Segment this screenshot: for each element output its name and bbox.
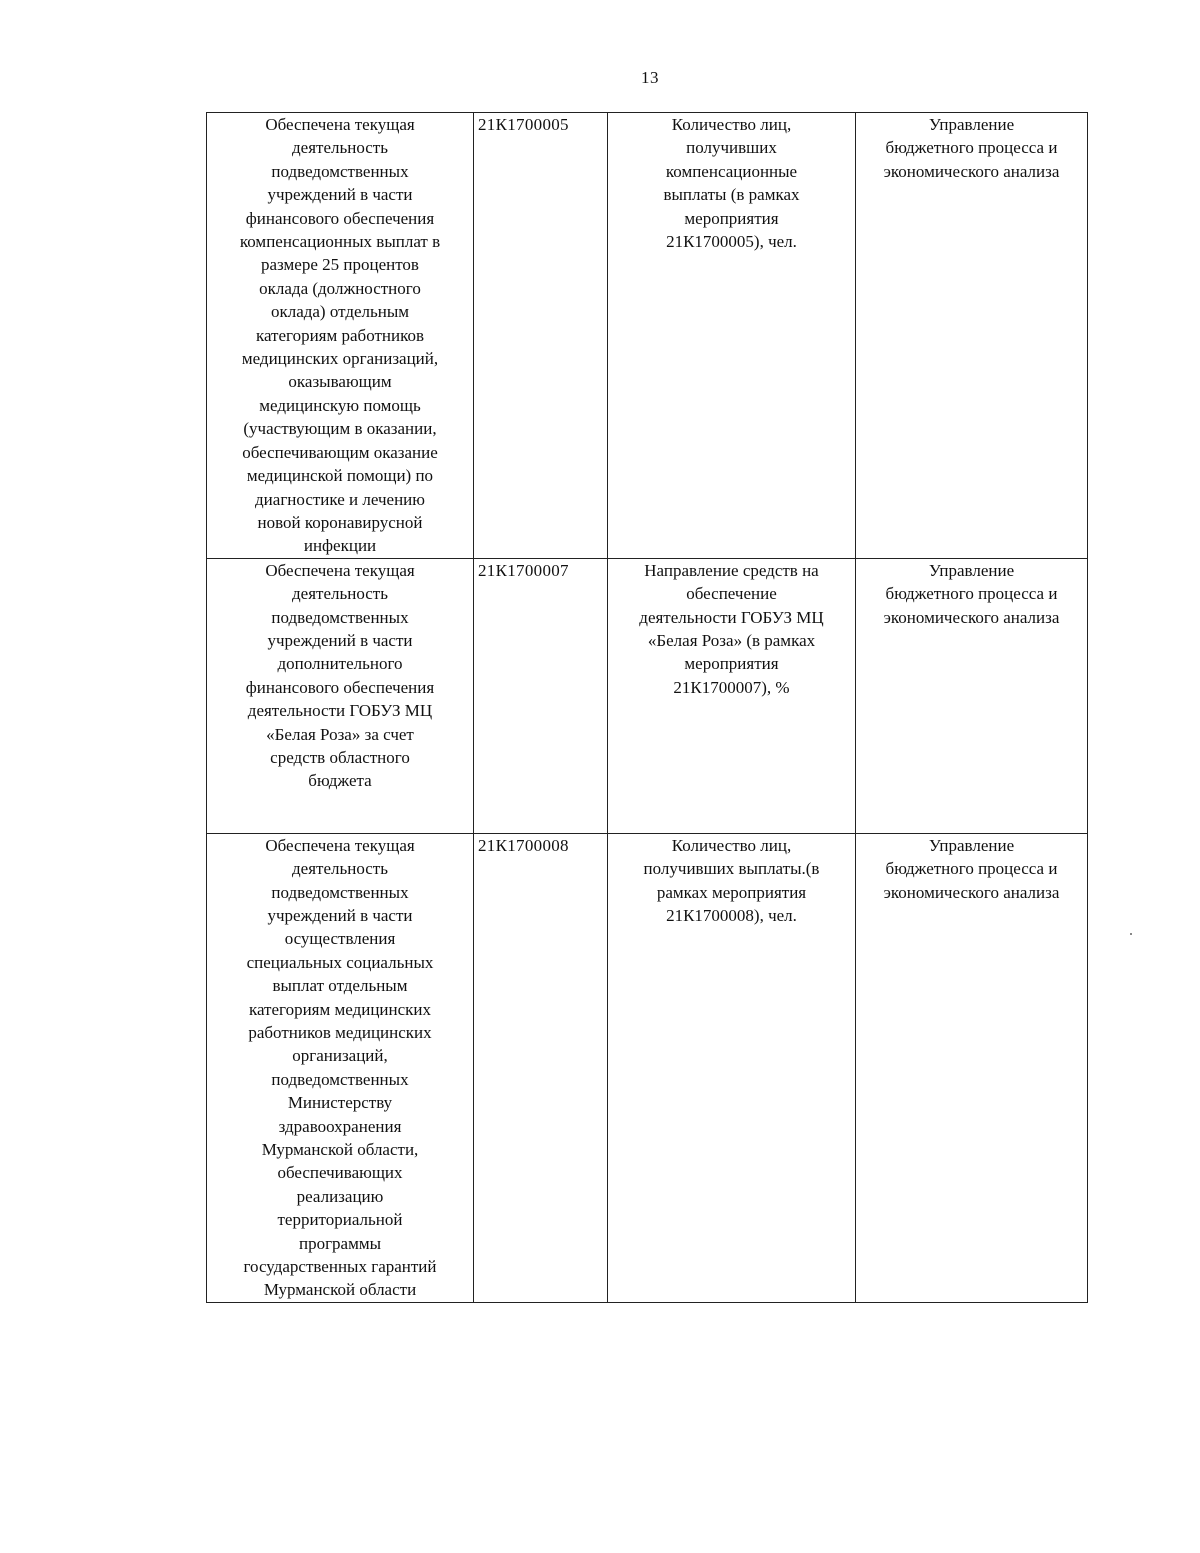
result-text: Обеспечена текущая деятельность подведомственных учреждений в части финансового обеспечения компенсационных выплат в размере 25 процентов оклада (должностного оклада) отдельным категориям работников медицинских организаций, оказывающим медицинскую помощь (участвующим в оказании, обеспечивающим оказание медицинской помощи) по диагностике и лечению новой коронавирусной инфекции: [239, 115, 441, 556]
indicator-text: Направление средств на обеспечение деятельности ГОБУЗ МЦ «Белая Роза» (в рамках мероприятия 21К1700007), %: [639, 560, 824, 697]
responsible-text: Управление бюджетного процесса и экономического анализа: [883, 835, 1060, 902]
code-text: 21К1700005: [478, 115, 569, 134]
indicator-text: Количество лиц, получивших компенсационные выплаты (в рамках мероприятия 21К1700005), чел.: [663, 115, 800, 252]
code-text: 21К1700008: [478, 835, 569, 855]
responsible-text: Управление бюджетного процесса и экономического анализа: [883, 115, 1060, 181]
code-text: 21К1700007: [478, 560, 569, 580]
result-cell: [207, 833, 474, 1302]
code-cell: [474, 558, 608, 833]
result-text: Обеспечена текущая деятельность подведомственных учреждений в части дополнительного финансового обеспечения деятельности ГОБУЗ МЦ «Белая Роза» за счет средств областного бюджета: [245, 560, 435, 791]
indicator-text: Количество лиц, получивших выплаты.(в рамках мероприятия 21К1700008), чел.: [643, 835, 820, 925]
table-row: [207, 113, 1088, 559]
responsible-cell: [856, 113, 1088, 559]
result-cell: [207, 558, 474, 833]
responsible-cell: [856, 558, 1088, 833]
result-cell: [207, 113, 474, 559]
result-text: Обеспечена текущая деятельность подведомственных учреждений в части осуществления специальных социальных выплат отдельным категориям медицинских работников медицинских организаций, подведомственных Министерству здравоохранения Мурманской области, обеспечивающих реализацию территориальной программы государственных гарантий Мурманской области: [243, 835, 437, 1300]
page-number: 13: [641, 68, 659, 87]
indicator-cell: [608, 558, 856, 833]
results-table: [206, 112, 1088, 1303]
code-cell: [474, 833, 608, 1302]
responsible-text: Управление бюджетного процесса и экономического анализа: [883, 560, 1060, 627]
table-row: [207, 833, 1088, 1302]
responsible-cell: [856, 833, 1088, 1302]
table-row: [207, 558, 1088, 833]
indicator-cell: [608, 113, 856, 559]
scan-speck: [1130, 933, 1132, 935]
indicator-cell: [608, 833, 856, 1302]
code-cell: [474, 113, 608, 559]
